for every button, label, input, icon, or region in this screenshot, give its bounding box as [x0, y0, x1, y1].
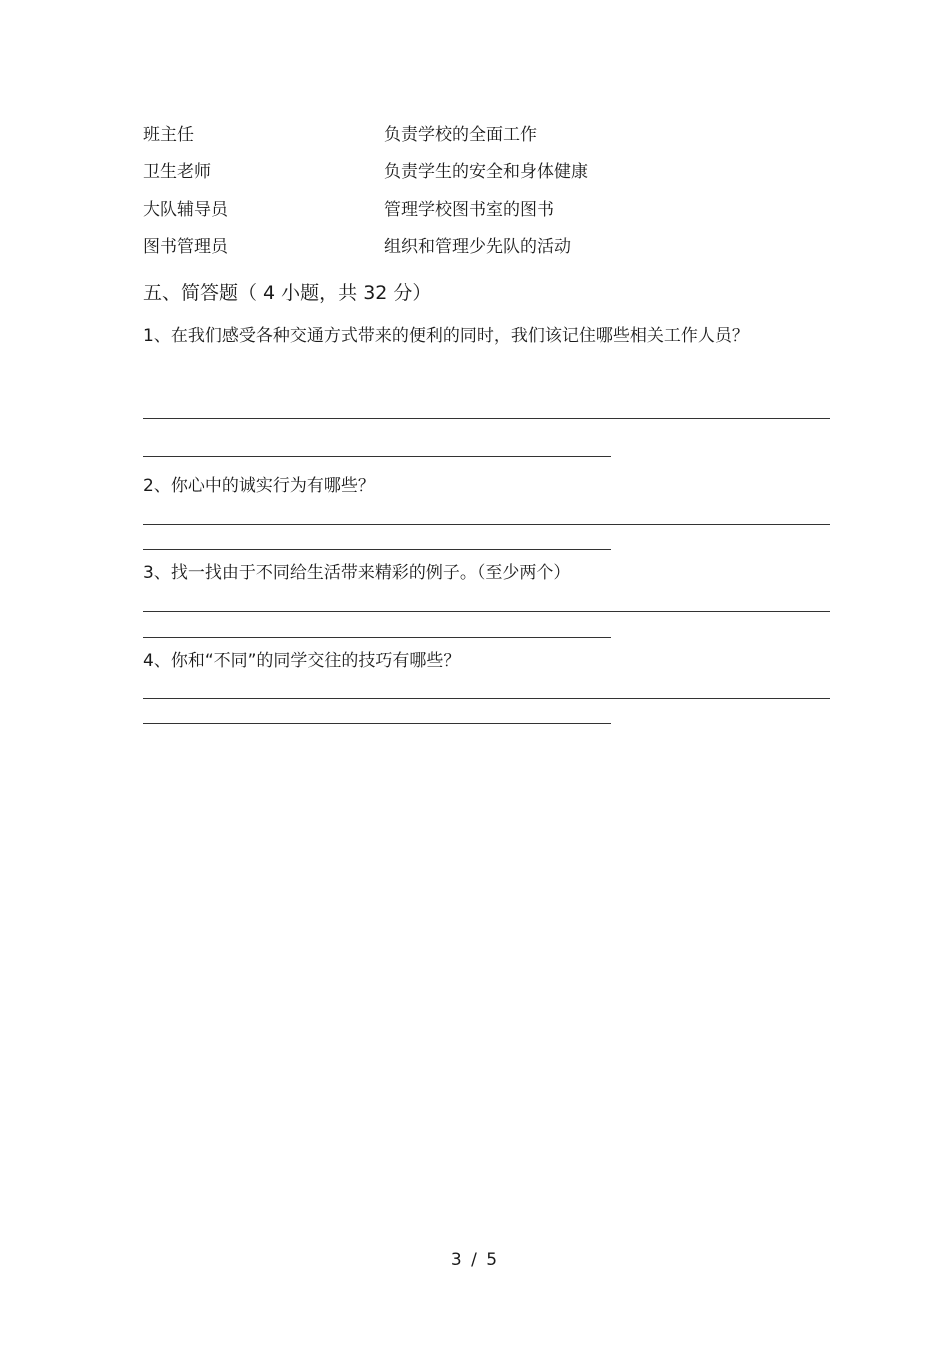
matching-duty: 负责学生的安全和身体健康 — [384, 162, 588, 182]
question-4: 4、你和“不同”的同学交往的技巧有哪些？ — [143, 651, 461, 671]
question-2: 2、你心中的诚实行为有哪些？ — [143, 476, 375, 496]
matching-row — [143, 235, 843, 259]
question-3: 3、找一找由于不同给生活带来精彩的例子。（至少两个） — [143, 563, 571, 583]
answer-line[interactable] — [143, 723, 611, 724]
matching-row — [143, 198, 843, 222]
matching-role: 卫生老师 — [143, 162, 211, 182]
answer-line[interactable] — [143, 456, 611, 457]
page-number: 3 / 5 — [450, 1250, 500, 1270]
matching-role: 班主任 — [143, 125, 194, 145]
answer-line[interactable] — [143, 611, 830, 612]
answer-line[interactable] — [143, 637, 611, 638]
answer-line[interactable] — [143, 418, 830, 419]
matching-row — [143, 160, 843, 184]
section-title: 五、简答题（ 4 小题，共 32 分） — [143, 282, 432, 304]
matching-duty: 负责学校的全面工作 — [384, 125, 537, 145]
answer-line[interactable] — [143, 549, 611, 550]
matching-role: 图书管理员 — [143, 237, 228, 257]
matching-row — [143, 123, 843, 147]
answer-line[interactable] — [143, 698, 830, 699]
matching-role: 大队辅导员 — [143, 200, 228, 220]
question-1: 1、在我们感受各种交通方式带来的便利的同时，我们该记住哪些相关工作人员？ — [143, 326, 749, 346]
answer-line[interactable] — [143, 524, 830, 525]
matching-duty: 组织和管理少先队的活动 — [384, 237, 571, 257]
matching-duty: 管理学校图书室的图书 — [384, 200, 554, 220]
